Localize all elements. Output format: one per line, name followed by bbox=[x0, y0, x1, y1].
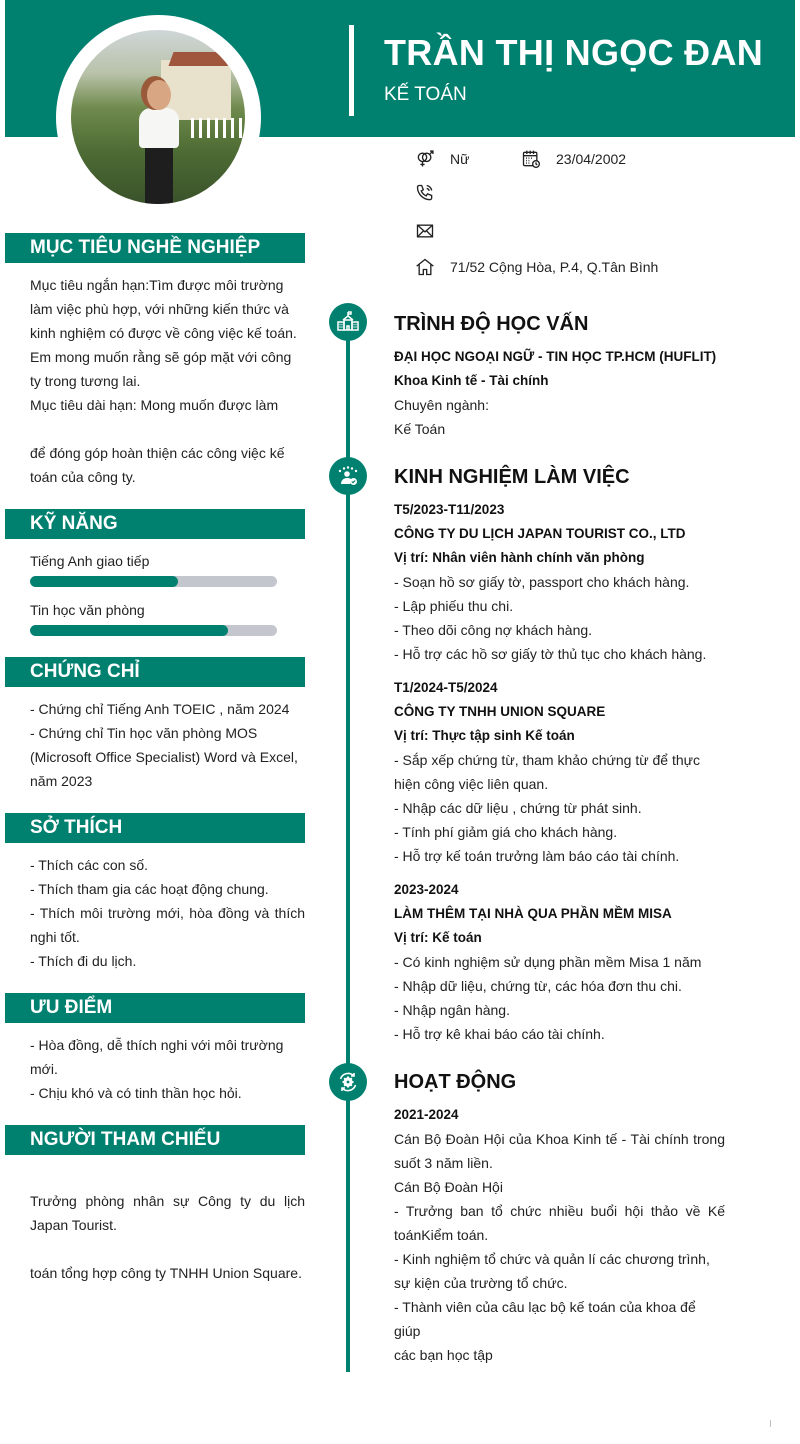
job-duty: hiện công việc liên quan. bbox=[394, 776, 549, 792]
photo-person-head bbox=[147, 80, 171, 110]
job-company: CÔNG TY DU LỊCH JAPAN TOURIST CO., LTD bbox=[394, 526, 686, 541]
job-position: Vị trí: Nhân viên hành chính văn phòng bbox=[394, 550, 645, 565]
hobby-line: - Thích đi du lịch. bbox=[30, 953, 137, 969]
photo-fence bbox=[191, 118, 245, 138]
job-period: T1/2024-T5/2024 bbox=[394, 680, 498, 695]
strength-line: - Chịu khó và có tinh thần học hỏi. bbox=[30, 1085, 242, 1101]
certificates-text bbox=[30, 697, 305, 793]
hobby-line: nghi tốt. bbox=[30, 929, 80, 945]
contact-birthday bbox=[520, 148, 626, 170]
activity-line: Cán Bộ Đoàn Hội của Khoa Kinh tế - Tài chính trong bbox=[394, 1131, 725, 1147]
job-period: T5/2023-T11/2023 bbox=[394, 502, 505, 517]
activities-details bbox=[394, 1103, 725, 1367]
objective-line: để đóng góp hoàn thiện các công việc kế bbox=[30, 445, 285, 461]
page-mark bbox=[770, 1420, 771, 1427]
activity-line: - Trưởng ban tổ chức nhiều buổi hội thảo về Kế bbox=[394, 1203, 725, 1219]
references-text bbox=[30, 1189, 305, 1285]
job-duty: - Nhập các dữ liệu , chứng từ phát sinh. bbox=[394, 800, 642, 816]
contact-gender bbox=[414, 148, 469, 170]
job-entry bbox=[394, 676, 725, 868]
job-position: Vị trí: Thực tập sinh Kế toán bbox=[394, 728, 575, 743]
objective-text bbox=[30, 273, 305, 489]
skill-bar-fill bbox=[30, 625, 228, 636]
section-strengths-header: ƯU ĐIỂM bbox=[5, 993, 305, 1023]
hobbies-text bbox=[30, 853, 305, 973]
strength-line: - Hòa đồng, dễ thích nghi với môi trường bbox=[30, 1037, 284, 1053]
activity-period: 2021-2024 bbox=[394, 1107, 459, 1122]
job-duty: - Hỗ trợ kế toán trưởng làm báo cáo tài chính. bbox=[394, 848, 680, 864]
birthday-value: 23/04/2002 bbox=[556, 151, 627, 167]
skill-label: Tin học văn phòng bbox=[30, 602, 145, 618]
activity-line: suốt 3 năm liền. bbox=[394, 1155, 493, 1171]
photo-person-legs bbox=[145, 146, 173, 204]
certificate-line: - Chứng chỉ Tiếng Anh TOEIC , năm 2024 bbox=[30, 701, 290, 717]
reference-line: Trưởng phòng nhân sự Công ty du lịch bbox=[30, 1193, 305, 1209]
job-company: LÀM THÊM TẠI NHÀ QUA PHẦN MỀM MISA bbox=[394, 906, 672, 921]
major-value: Kế Toán bbox=[394, 421, 446, 437]
hobby-line: - Thích các con số. bbox=[30, 857, 149, 873]
objective-line: toán của công ty. bbox=[30, 469, 136, 485]
activities-title: HOẠT ĐỘNG bbox=[394, 1071, 517, 1093]
avatar bbox=[71, 30, 245, 204]
job-duty: - Hỗ trợ các hồ sơ giấy tờ thủ tục cho khách hàng. bbox=[394, 646, 707, 662]
experience-title: KINH NGHIỆM LÀM VIỆC bbox=[394, 466, 630, 488]
school-icon bbox=[329, 303, 367, 341]
objective-line bbox=[30, 417, 305, 441]
certificate-line: (Microsoft Office Specialist) Word và Excel, bbox=[30, 749, 298, 765]
objective-line: kinh nghiệm có được về công việc kế toán. bbox=[30, 325, 297, 341]
skill-bar-office bbox=[30, 625, 277, 636]
strengths-text bbox=[30, 1033, 305, 1105]
section-objective-header: MỤC TIÊU NGHỀ NGHIỆP bbox=[5, 233, 305, 263]
education-details bbox=[394, 345, 725, 441]
activity-line: - Kinh nghiệm tổ chức và quản lí các chương trình, bbox=[394, 1251, 710, 1267]
photo-person-body bbox=[139, 108, 179, 148]
name-divider bbox=[349, 25, 354, 116]
reference-line: toán tổng hợp công ty TNHH Union Square. bbox=[30, 1265, 302, 1281]
objective-line: Mục tiêu dài hạn: Mong muốn được làm bbox=[30, 397, 279, 413]
objective-line: ty trong tương lai. bbox=[30, 373, 141, 389]
gender-value: Nữ bbox=[450, 151, 470, 167]
objective-line: làm việc phù hợp, với những kiến thức và bbox=[30, 301, 289, 317]
job-entry bbox=[394, 878, 725, 1046]
certificate-line: - Chứng chỉ Tin học văn phòng MOS bbox=[30, 725, 258, 741]
gear-cycle-icon bbox=[329, 1063, 367, 1101]
rated-user-icon bbox=[329, 457, 367, 495]
activity-line: các bạn học tập bbox=[394, 1347, 493, 1363]
contact-address bbox=[414, 256, 658, 278]
photo-roof bbox=[168, 52, 243, 66]
activity-line: - Thành viên của câu lạc bộ kế toán của khoa để giúp bbox=[394, 1299, 696, 1339]
phone-icon bbox=[414, 182, 436, 204]
section-certificates-header: CHỨNG CHỈ bbox=[5, 657, 305, 687]
job-duty: - Sắp xếp chứng từ, tham khảo chứng từ để thực bbox=[394, 752, 701, 768]
job-duty: - Tính phí giảm giá cho khách hàng. bbox=[394, 824, 618, 840]
hobby-line: - Thích môi trường mới, hòa đồng và thích bbox=[30, 905, 305, 921]
skill-label: Tiếng Anh giao tiếp bbox=[30, 553, 150, 569]
home-icon bbox=[414, 256, 436, 278]
section-hobbies-header: SỞ THÍCH bbox=[5, 813, 305, 843]
job-duty: - Soạn hồ sơ giấy tờ, passport cho khách hàng. bbox=[394, 574, 690, 590]
section-references-header: NGƯỜI THAM CHIẾU bbox=[5, 1125, 305, 1155]
candidate-name: TRẦN THỊ NGỌC ĐAN bbox=[384, 32, 764, 73]
education-title: TRÌNH ĐỘ HỌC VẤN bbox=[394, 313, 589, 335]
faculty-name: Khoa Kinh tế - Tài chính bbox=[394, 373, 549, 388]
job-duty: - Hỗ trợ kê khai báo cáo tài chính. bbox=[394, 1026, 605, 1042]
objective-line: Mục tiêu ngắn hạn:Tìm được môi trường bbox=[30, 277, 284, 293]
job-duty: - Theo dõi công nợ khách hàng. bbox=[394, 622, 593, 638]
job-period: 2023-2024 bbox=[394, 882, 459, 897]
job-title: KẾ TOÁN bbox=[384, 84, 467, 105]
activity-line: toánKiểm toán. bbox=[394, 1227, 489, 1243]
job-company: CÔNG TY TNHH UNION SQUARE bbox=[394, 704, 606, 719]
address-value: 71/52 Cộng Hòa, P.4, Q.Tân Bình bbox=[450, 259, 659, 275]
gender-icon bbox=[414, 148, 436, 170]
activity-line: Cán Bộ Đoàn Hội bbox=[394, 1179, 503, 1195]
job-duty: - Lập phiếu thu chi. bbox=[394, 598, 514, 614]
objective-line: Em mong muốn rằng sẽ góp mặt với công bbox=[30, 349, 292, 365]
job-duty: - Nhập dữ liệu, chứng từ, các hóa đơn thu chi. bbox=[394, 978, 682, 994]
hobby-line: - Thích tham gia các hoạt động chung. bbox=[30, 881, 269, 897]
section-skills-header: KỸ NĂNG bbox=[5, 509, 305, 539]
activity-line: sự kiện của trường tổ chức. bbox=[394, 1275, 568, 1291]
strength-line: mới. bbox=[30, 1061, 58, 1077]
mail-icon bbox=[414, 220, 436, 242]
reference-line: Japan Tourist. bbox=[30, 1217, 117, 1233]
contact-email[interactable] bbox=[414, 220, 450, 242]
skill-bar-fill bbox=[30, 576, 178, 587]
job-position: Vị trí: Kế toán bbox=[394, 930, 482, 945]
major-label: Chuyên ngành: bbox=[394, 397, 489, 413]
certificate-line: năm 2023 bbox=[30, 773, 93, 789]
job-duty: - Có kinh nghiệm sử dụng phần mềm Misa 1 năm bbox=[394, 954, 702, 970]
skill-bar-english bbox=[30, 576, 277, 587]
calendar-icon bbox=[520, 148, 542, 170]
job-duty: - Nhập ngân hàng. bbox=[394, 1002, 510, 1018]
job-entry bbox=[394, 498, 725, 666]
reference-line bbox=[30, 1237, 305, 1261]
school-name: ĐẠI HỌC NGOẠI NGỮ - TIN HỌC TP.HCM (HUFLIT) bbox=[394, 349, 717, 364]
contact-phone[interactable] bbox=[414, 182, 450, 204]
